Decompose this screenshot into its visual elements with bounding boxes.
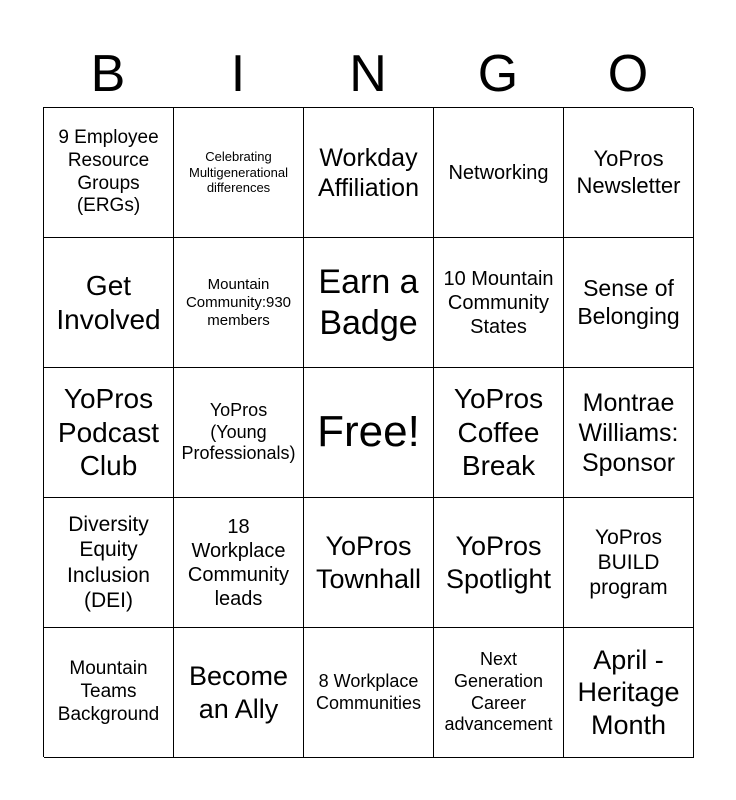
bingo-cell[interactable]: YoPros Townhall xyxy=(304,498,434,628)
bingo-cell[interactable]: Mountain Teams Background xyxy=(44,628,174,758)
bingo-cell[interactable]: YoPros BUILD program xyxy=(564,498,694,628)
bingo-cell[interactable]: YoPros Newsletter xyxy=(564,108,694,238)
header-letter-o: O xyxy=(607,45,649,103)
bingo-cell[interactable]: Mountain Community:930 members xyxy=(174,238,304,368)
bingo-cell[interactable]: Workday Affiliation xyxy=(304,108,434,238)
bingo-cell[interactable]: 10 Mountain Community States xyxy=(434,238,564,368)
bingo-cell[interactable]: YoPros (Young Professionals) xyxy=(174,368,304,498)
bingo-cell[interactable]: Next Generation Career advancement xyxy=(434,628,564,758)
bingo-cell[interactable]: 18 Workplace Community leads xyxy=(174,498,304,628)
bingo-cell[interactable]: Diversity Equity Inclusion (DEI) xyxy=(44,498,174,628)
bingo-cell[interactable]: Celebrating Multigenerational differences xyxy=(174,108,304,238)
bingo-cell[interactable]: YoPros Spotlight xyxy=(434,498,564,628)
bingo-cell[interactable]: Become an Ally xyxy=(174,628,304,758)
header-letter-n: N xyxy=(349,45,387,103)
bingo-cell[interactable]: YoPros Podcast Club xyxy=(44,368,174,498)
header-letter-g: G xyxy=(477,45,519,103)
bingo-board xyxy=(43,107,693,757)
bingo-cell[interactable]: 8 Workplace Communities xyxy=(304,628,434,758)
bingo-cell[interactable]: April - Heritage Month xyxy=(564,628,694,758)
bingo-cell[interactable]: Get Involved xyxy=(44,238,174,368)
bingo-cell[interactable]: Networking xyxy=(434,108,564,238)
bingo-cell[interactable]: YoPros Coffee Break xyxy=(434,368,564,498)
bingo-cell[interactable]: 9 Employee Resource Groups (ERGs) xyxy=(44,108,174,238)
free-space[interactable]: Free! xyxy=(304,368,434,498)
bingo-cell[interactable]: Sense of Belonging xyxy=(564,238,694,368)
bingo-cell[interactable]: Earn a Badge xyxy=(304,238,434,368)
bingo-header xyxy=(43,40,693,108)
header-letter-b: B xyxy=(90,45,126,103)
bingo-cell[interactable]: Montrae Williams: Sponsor xyxy=(564,368,694,498)
header-letter-i: I xyxy=(230,45,246,103)
